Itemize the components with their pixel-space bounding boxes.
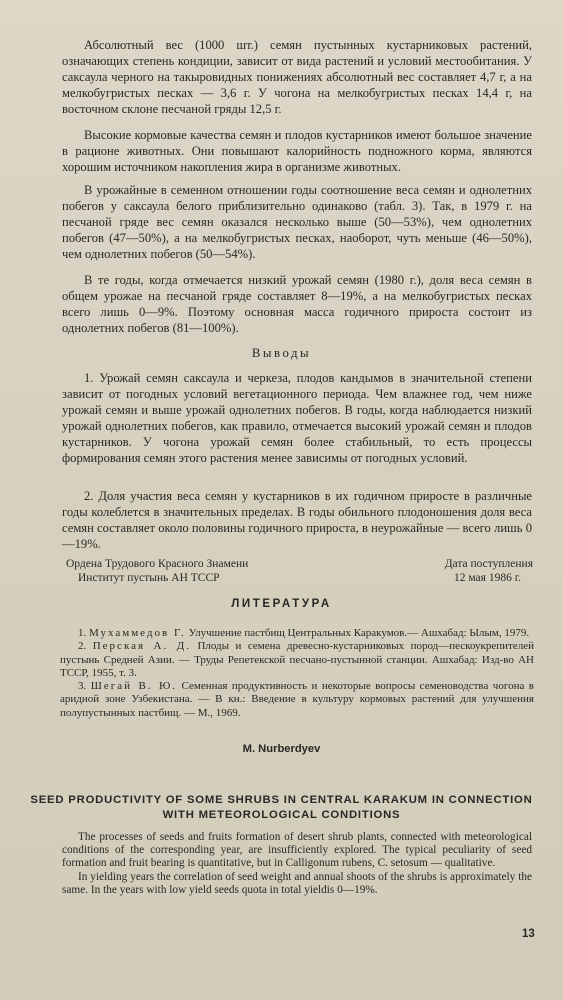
literature-heading: ЛИТЕРАТУРА <box>231 598 332 610</box>
english-author: M. Nurberdyev <box>242 743 321 755</box>
paragraph-low-yield: В те годы, когда отмечается низкий урожай семян (1980 г.), доля веса семян в общем урожае на песчаной гряде составляет 8—19%, а на мелкобугристых песках всего лишь 0—9%. Поэтому основная масса годичного прироста состоит из однолетних побегов (81—100%). <box>62 273 532 335</box>
abstract-paragraph: The processes of seeds and fruits formation of desert shrub plants, connected with meteorological conditions of the corresponding year, are insufficiently explored. The typical peculiarity of seed formation and fruit bearing is quantitative, but in Calligonum rubens, C. setosum — qualitative. <box>62 831 532 870</box>
english-title: SEED PRODUCTIVITY OF SOME SHRUBS IN CENTRAL KARAKUM IN CONNECTION WITH METEOROLOGICAL CONDITIONS <box>30 794 533 821</box>
text-block <box>62 489 532 553</box>
abstract-paragraph: In yielding years the correlation of seed weight and annual shoots of the shrubs is approximately the same. In the years with low yield seeds quota in total yieldis 0—19%. <box>62 870 532 896</box>
institution-affiliation <box>66 558 248 585</box>
text-block <box>62 273 532 337</box>
received-label: Дата поступления <box>444 558 533 570</box>
text-block <box>62 371 532 466</box>
reference-text: Улучшение пастбищ Центральных Каракумов.— Ашхабад: Ылым, 1979. <box>185 627 530 639</box>
conclusions-heading: Выводы <box>251 346 312 360</box>
institution-line: Институт пустынь АН ТССР <box>78 571 220 584</box>
reference-author: Шегай В. Ю. <box>90 680 178 693</box>
page-number: 13 <box>522 928 535 940</box>
text-block <box>62 128 532 176</box>
reference-item: 3. Шегай В. Ю. Семенная продуктивность и некоторые вопросы семеноводства чогона в аридной зоне Узбекистана. — В кн.: Введение в культуру кормовых растений для улучшения полупустынных пастбищ. — М., 1969. <box>60 680 534 719</box>
text-block <box>62 183 532 263</box>
paragraph-yield-ratio: В урожайные в семенном отношении годы соотношение веса семян и однолетних побегов у саксаула белого приблизительно одинаково (табл. 3). Так, в 1979 г. на песчаной гряде вес семян оказался несколько выше (50—53%), чем однолетних побегов (47—50%), а на мелкобугристых песках, наоборот, чуть меньше (46—50%), чем однолетних побегов (50—54%). <box>62 183 532 261</box>
institution-line: Ордена Трудового Красного Знамени <box>66 558 249 570</box>
reference-text: Плоды и семена древесно-кустарниковых пород—пескоукрепителей пустынь Средней Азии. — Труды Репетекской песчано-пустынной станции. Ашхабад: Изд-во АН ТССР, 1955, т. 3. <box>60 640 534 679</box>
reference-author: Перская А. Д. <box>92 640 191 653</box>
text-block <box>62 38 532 118</box>
reference-author: Мухаммедов Г. <box>89 627 186 639</box>
english-abstract <box>62 831 532 897</box>
reference-text: Семенная продуктивность и некоторые вопросы семеноводства чогона в аридной зоне Узбекистана. — В кн.: Введение в культуру кормовых растений для улучшения полупустынных пастбищ. — М., 1969. <box>60 680 534 719</box>
reference-item: 2. Перская А. Д. Плоды и семена древесно-кустарниковых пород—пескоукрепителей пустынь Средней Азии. — Труды Репетекской песчано-пустынной станции. Ашхабад: Изд-во АН ТССР, 1955, т. 3. <box>60 640 534 679</box>
conclusion-1: 1. Урожай семян саксаула и черкеза, плодов кандымов в значительной степени зависит от погодных условий вегетационного периода. Чем влажнее год, чем ниже урожай семян и выше урожай однолетних побегов. В годы, когда наблюдается низкий урожай однолетних побегов, как правило, отмечается высокий урожай семян и плодов кустарников. У чогона урожай семян более стабильный, то есть процессы формирования семян этого растения менее зависимы от погодных условий. <box>62 371 532 465</box>
reference-item: 1. Мухаммедов Г. Улучшение пастбищ Центральных Каракумов.— Ашхабад: Ылым, 1979. <box>78 627 530 639</box>
received-date <box>445 558 533 585</box>
reference-list <box>60 627 534 720</box>
paragraph-seed-weight: Абсолютный вес (1000 шт.) семян пустынных кустарниковых растений, означающих степень кондиции, зависит от вида растений и условий местообитания. У саксаула черного на такыровидных понижениях абсолютный вес составляет 4,7 г, а на мелкобугристых песках — 3,6 г. У чогона на мелкобугристых песках 14,4 г, на восточном склоне песчаной гряды 12,5 г. <box>62 38 532 116</box>
conclusion-2: 2. Доля участия веса семян у кустарников в их годичном приросте в различные годы колеблется в значительных пределах. В годы обильного плодоношения доля веса семян составляет около половины годичного прироста, в неурожайные — всего лишь 0—19%. <box>62 489 532 551</box>
paragraph-feed-quality: Высокие кормовые качества семян и плодов кустарников имеют большое значение в рационе животных. Они повышают калорийность подножного корма, являются хорошим источником накопления жира в организме животных. <box>62 128 532 174</box>
received-value: 12 мая 1986 г. <box>453 571 521 584</box>
